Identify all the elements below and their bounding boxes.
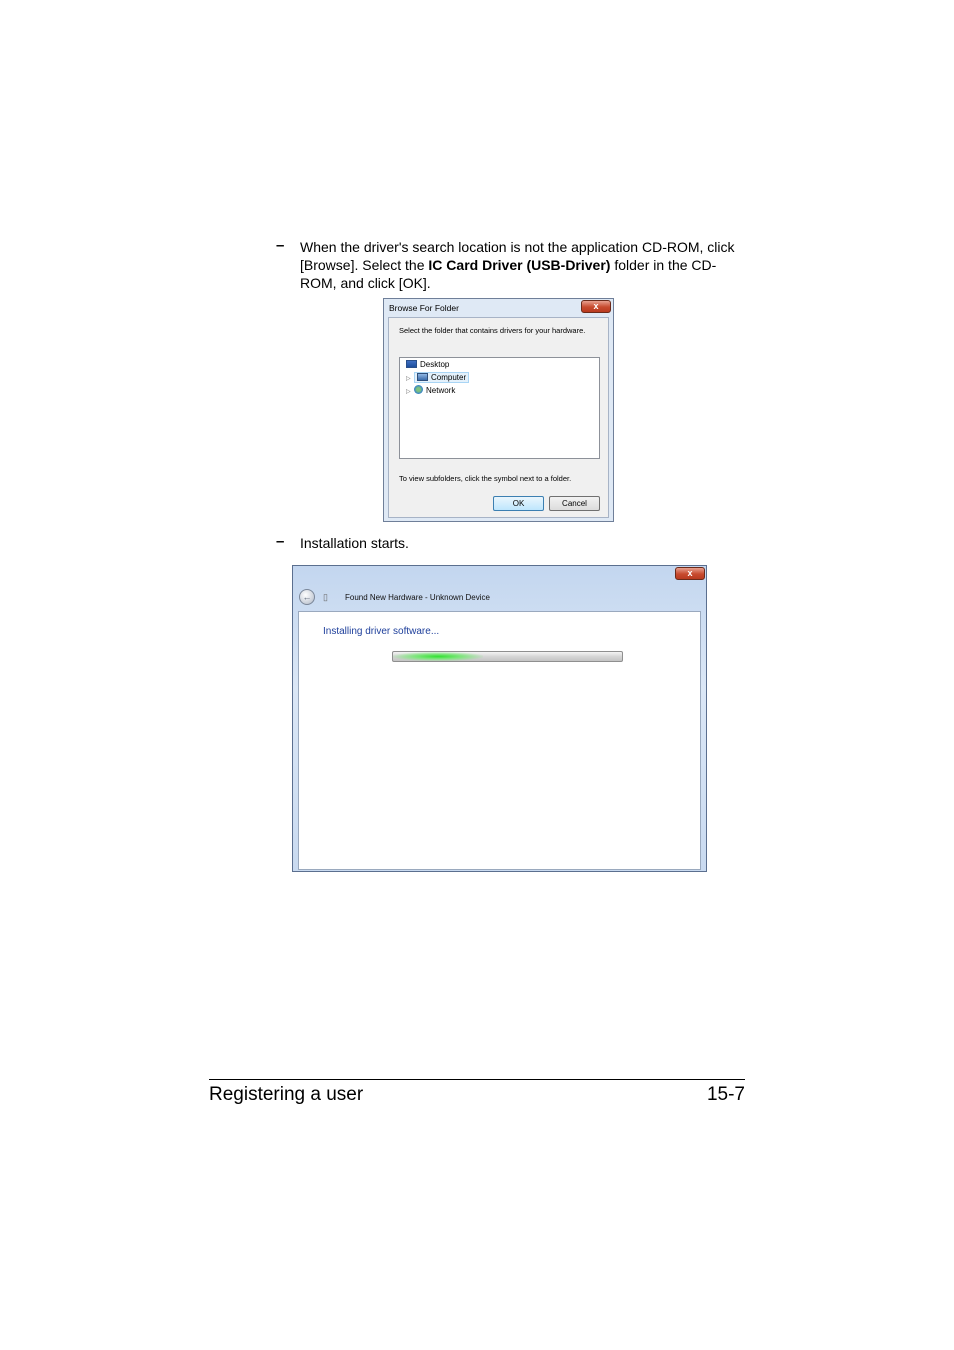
tree-item-desktop[interactable]: Desktop [400, 358, 599, 371]
step-instruction-browse: When the driver's search location is not the application CD-ROM, click [Browse]. Select the IC Card Driver (USB-Driver) folder in the CD-ROM, and click [OK]. [300, 239, 735, 291]
install-progress-bar [392, 651, 623, 662]
dash-bullet-icon: – [276, 237, 285, 254]
close-button[interactable] [581, 300, 611, 313]
network-icon [414, 385, 423, 394]
close-icon: x [687, 568, 693, 578]
dash-bullet-icon: – [276, 533, 285, 550]
browse-for-folder-dialog [383, 298, 614, 522]
cancel-button[interactable]: Cancel [549, 496, 600, 511]
found-new-hardware-dialog [292, 565, 707, 872]
footer-rule [209, 1079, 745, 1080]
dialog-body [388, 317, 609, 518]
footer-section-title: Registering a user [209, 1084, 364, 1105]
close-button[interactable] [675, 567, 705, 580]
back-arrow-icon: ← [302, 592, 312, 602]
back-button[interactable] [299, 589, 315, 605]
install-status: Installing driver software... [323, 626, 440, 637]
folder-tree[interactable] [399, 357, 600, 459]
computer-icon [417, 373, 428, 381]
dialog-body [298, 611, 701, 870]
folder-name-bold: IC Card Driver (USB-Driver) [428, 257, 611, 273]
tree-item-network[interactable]: ▷ Network [400, 384, 599, 397]
step-instruction-install: Installation starts. [300, 535, 409, 551]
tree-item-computer[interactable]: ▷ Computer [400, 371, 599, 384]
dialog-title: Found New Hardware - Unknown Device [345, 593, 490, 602]
desktop-icon [406, 360, 417, 368]
hardware-icon: ▯ [323, 592, 328, 602]
expand-arrow-icon[interactable]: ▷ [406, 376, 411, 382]
expand-arrow-icon[interactable]: ▷ [406, 389, 411, 395]
ok-button[interactable]: OK [493, 496, 544, 511]
dialog-hint: To view subfolders, click the symbol next to a folder. [399, 474, 572, 483]
dialog-instruction: Select the folder that contains drivers for your hardware. [399, 326, 586, 335]
footer-page-number: 15-7 [706, 1084, 745, 1105]
progress-indicator [393, 652, 483, 661]
dialog-title: Browse For Folder [389, 303, 459, 313]
close-icon: x [593, 301, 599, 311]
